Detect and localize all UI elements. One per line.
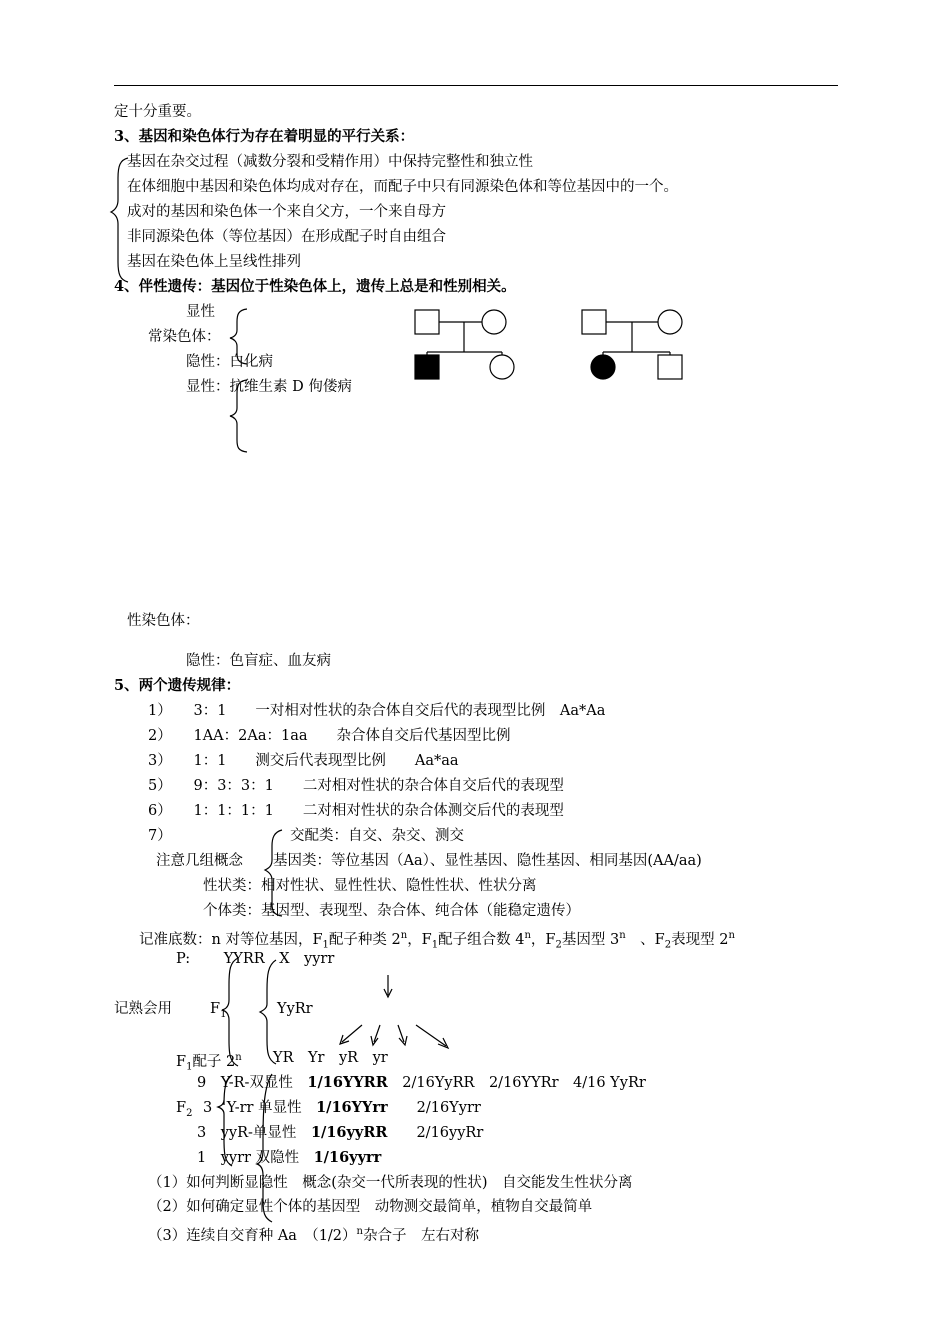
pedigree-square-male	[582, 310, 606, 334]
text-line: 显性：抗维生素 D 佝偻病	[186, 379, 352, 395]
text-line: 定十分重要。	[114, 104, 201, 120]
superscript: n	[235, 1052, 242, 1063]
text-span: ，F	[407, 931, 432, 948]
text-line: 显性	[186, 304, 215, 320]
text-span: 3 yyR-单显性	[197, 1125, 311, 1141]
text-span: 表现型 2	[671, 931, 729, 948]
bold-span: 1/16yyRR	[310, 1124, 388, 1141]
text-line: 在体细胞中基因和染色体均成对存在，而配子中只有同源染色体和等位基因中的一个。	[127, 179, 678, 195]
text-line: 交配类：自交、杂交、测交	[290, 828, 464, 844]
pedigree-square-male	[658, 355, 682, 379]
text-line: 基因在染色体上呈线性排列	[127, 254, 301, 270]
section-heading-5: 5、两个遗传规律：	[114, 677, 241, 694]
text-span: 、F	[625, 931, 665, 948]
text-span: ，F	[530, 931, 556, 948]
text-line: 常染色体：	[148, 329, 221, 345]
text-span: 3 Y-rr 单显性	[203, 1100, 317, 1116]
pedigree-circle-female	[490, 355, 514, 379]
superscript: n	[619, 930, 626, 941]
text-span: 2/16YyRR 2/16YYRr 4/16 YyRr	[387, 1075, 646, 1091]
pedigree-circle-female	[658, 310, 682, 334]
pedigree-square-male	[415, 310, 439, 334]
list-item: 3） 1：1 测交后代表现型比例 Aa*aa	[148, 753, 459, 769]
text-span: 记准底数：n 对等位基因，F	[139, 931, 323, 948]
text-line: 注意几组概念	[156, 853, 243, 869]
superscript: n	[400, 930, 408, 941]
text-span: 配子种类 2	[328, 931, 401, 948]
text-line: 基因类：等位基因（Aa）、显性基因、隐性基因、相同基因(AA/aa)	[273, 853, 702, 869]
text-line: YR Yr yR yr	[273, 1050, 388, 1066]
text-span: 配子 2	[192, 1053, 236, 1070]
curly-brace	[230, 309, 247, 364]
text-line: 隐性：色盲症、血友病	[186, 653, 331, 669]
curly-brace	[222, 958, 238, 1066]
curly-brace	[265, 830, 282, 916]
down-arrow	[416, 1025, 446, 1046]
affected-female-filled-circle	[591, 355, 615, 379]
text-span: F	[176, 1100, 187, 1116]
bold-span: 1/16yyrr	[313, 1149, 382, 1166]
bold-span: 1/16YYrr	[316, 1099, 388, 1116]
text-line: （1）如何判断显隐性 概念(杂交一代所表现的性状) 自交能发生性状分离	[148, 1175, 633, 1191]
text-line: 隐性：白化病	[186, 354, 273, 370]
subscript: 2	[186, 1107, 193, 1119]
subscript: 1	[220, 1008, 227, 1020]
text-line: 非同源染色体（等位基因）在形成配子时自由组合	[127, 229, 446, 245]
text-span: （3）连续自交育种 Aa （1/2）	[148, 1227, 357, 1244]
subscript: 2	[664, 939, 672, 951]
subscript: 1	[431, 939, 439, 951]
text-span: 杂合子 左右对称	[363, 1227, 479, 1244]
text-span: F	[176, 1053, 187, 1070]
curly-brace	[111, 158, 128, 282]
section-heading-4: 4、伴性遗传：基因位于性染色体上，遗传上总是和性别相关。	[114, 278, 516, 295]
curly-brace	[260, 960, 276, 1064]
text-line: 记熟会用	[114, 1001, 172, 1017]
text-line: YyRr	[277, 1001, 313, 1017]
arrow-head	[438, 1038, 448, 1048]
curly-brace	[218, 1075, 232, 1166]
text-line: 性状类：相对性状、显性性状、隐性性状、性状分离	[203, 878, 537, 894]
down-arrow	[342, 1025, 362, 1042]
text-span: F	[210, 1001, 221, 1017]
list-item: 6） 1：1：1：1 二对相对性状的杂合体测交后代的表现型	[148, 803, 564, 819]
text-line: P: YYRR X yyrr	[176, 951, 335, 967]
list-item: 5） 9：3：3：1 二对相对性状的杂合体自交后代的表现型	[148, 778, 564, 794]
subscript: 2	[555, 939, 562, 951]
text-span: 1 yyrr 双隐性	[197, 1150, 314, 1166]
text-line: （2）如何确定显性个体的基因型 动物测交最简单，植物自交最简单	[148, 1199, 593, 1215]
text-span: 2/16Yyrr	[387, 1100, 481, 1116]
subscript: 1	[186, 1061, 193, 1073]
section-heading-3: 3、基因和染色体行为存在着明显的平行关系：	[114, 128, 415, 145]
text-line: 成对的基因和染色体一个来自父方，一个来自母方	[127, 204, 446, 220]
superscript: n	[728, 930, 735, 941]
superscript: n	[356, 1226, 363, 1237]
list-item: 2） 1AA：2Aa：1aa 杂合体自交后代基因型比例	[148, 728, 511, 744]
list-item: 1） 3：1 一对相对性状的杂合体自交后代的表现型比例 Aa*Aa	[148, 703, 606, 719]
superscript: n	[524, 930, 531, 941]
text-line: 个体类：基因型、表现型、杂合体、纯合体（能稳定遗传）	[203, 903, 580, 919]
bold-span: 1/16YYRR	[307, 1074, 388, 1091]
pedigree-circle-female	[482, 310, 506, 334]
text-span: 基因型 3	[561, 931, 620, 948]
curly-brace	[230, 380, 247, 452]
text-line: 基因在杂交过程（减数分裂和受精作用）中保持完整性和独立性	[127, 154, 533, 170]
text-span: 9 Y-R-双显性	[197, 1075, 308, 1091]
subscript: 1	[322, 939, 329, 951]
text-span: 2/16yyRr	[387, 1125, 484, 1141]
affected-male-filled-square	[415, 355, 439, 379]
text-line: 性染色体：	[127, 613, 200, 629]
text-span: 配子组合数 4	[438, 931, 525, 948]
list-item: 7）	[148, 828, 172, 844]
curly-brace	[257, 1074, 272, 1222]
